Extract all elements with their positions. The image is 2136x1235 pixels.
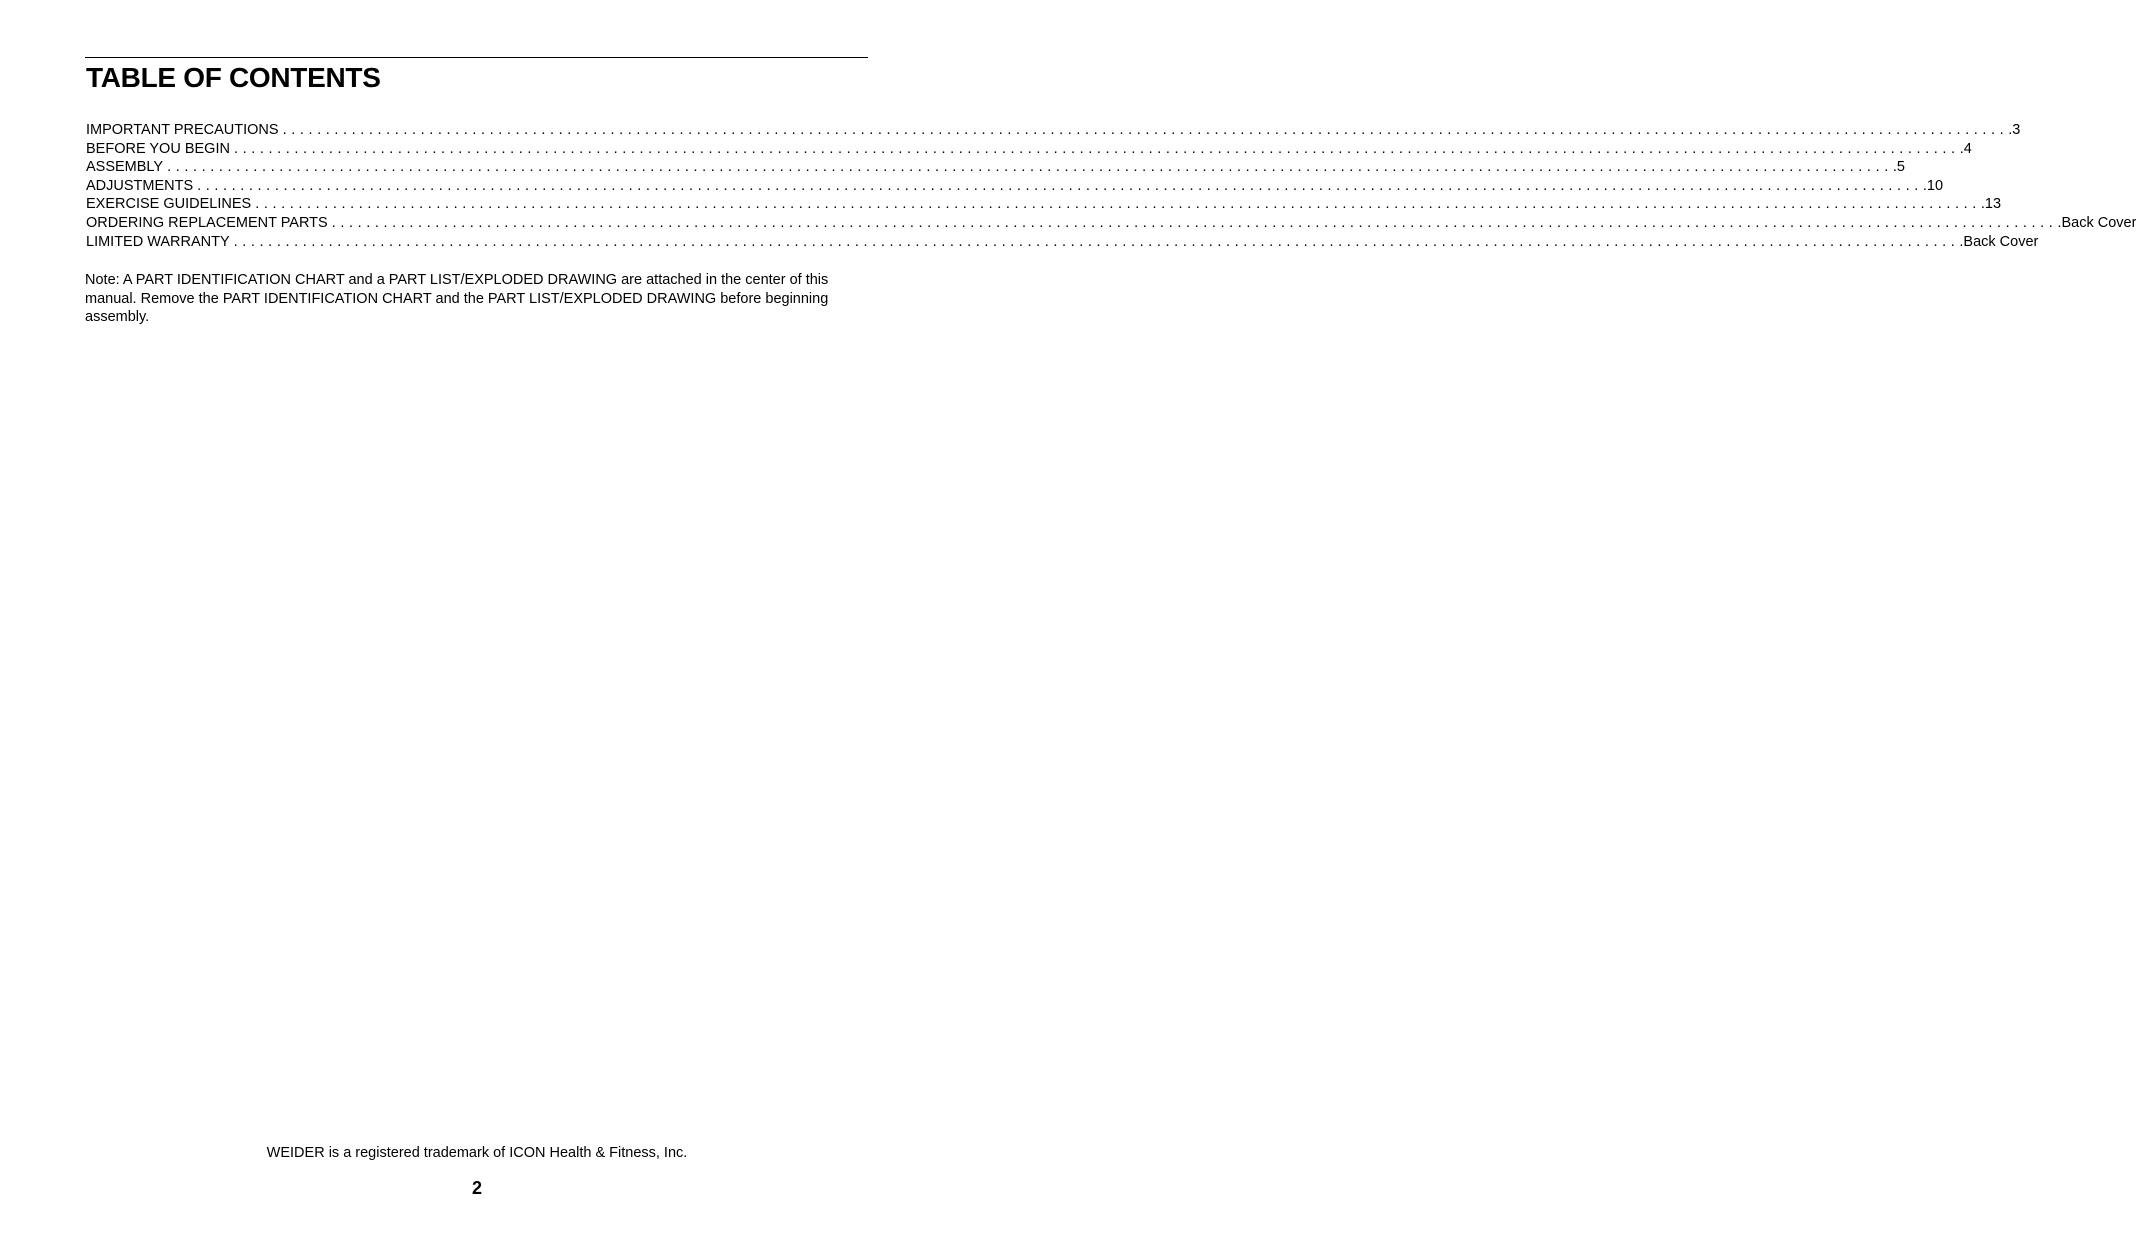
toc-entry-page: .5	[1892, 159, 1905, 176]
toc-entry-page: .Back Cover	[2057, 214, 2136, 231]
toc-entry-label: ADJUSTMENTS	[86, 177, 194, 194]
trademark-notice: WEIDER is a registered trademark of ICON Health & Fitness, Inc.	[266, 1145, 688, 1161]
toc-entry-label: ORDERING REPLACEMENT PARTS	[86, 214, 328, 231]
toc-entry-label: IMPORTANT PRECAUTIONS	[86, 122, 279, 138]
toc-dot-leader: ........................................................................................................................................................................................................	[331, 214, 2058, 231]
toc-dot-leader: ........................................................................................................................................................................................................	[197, 177, 1923, 194]
toc-entry-label: ASSEMBLY	[86, 159, 164, 176]
toc-entry-before-you-begin[interactable]	[86, 140, 1972, 159]
page-title: TABLE OF CONTENTS	[86, 62, 381, 93]
toc-dot-leader: ........................................................................................................................................................................................................	[233, 140, 1960, 157]
page-number: 2	[471, 1178, 482, 1198]
toc-entry-ordering-replacement-parts[interactable]	[86, 214, 2136, 233]
toc-entry-label: BEFORE YOU BEGIN	[86, 140, 230, 157]
top-rule	[85, 57, 868, 58]
toc-entry-limited-warranty[interactable]	[86, 233, 2039, 252]
toc-entry-page: .10	[1922, 177, 1944, 194]
toc-entry-page: .3	[2008, 122, 2021, 138]
table-of-contents	[86, 121, 2136, 251]
toc-entry-label: EXERCISE GUIDELINES	[86, 196, 252, 213]
toc-entry-exercise-guidelines[interactable]	[86, 195, 2002, 214]
toc-entry-adjustments[interactable]	[86, 177, 1944, 196]
assembly-note: Note: A PART IDENTIFICATION CHART and a PART LIST/EXPLODED DRAWING are attached in the center of this manual. Remove the PART IDENTIFICATION CHART and the PART LIST/EXPLODED DRAWING before beginning assembly.	[85, 272, 829, 325]
toc-entry-page: .13	[1980, 196, 2002, 213]
toc-entry-page: .4	[1959, 140, 1972, 157]
toc-dot-leader: ........................................................................................................................................................................................................	[282, 122, 2009, 138]
toc-entry-page: .Back Cover	[1959, 233, 2039, 250]
toc-dot-leader: ........................................................................................................................................................................................................	[167, 159, 1893, 176]
toc-entry-assembly[interactable]	[86, 158, 1905, 177]
toc-dot-leader: ........................................................................................................................................................................................................	[255, 196, 1981, 213]
toc-entry-important-precautions[interactable]	[86, 121, 2021, 140]
toc-entry-label: LIMITED WARRANTY	[86, 233, 230, 250]
toc-dot-leader: ........................................................................................................................................................................................................	[233, 233, 1960, 250]
